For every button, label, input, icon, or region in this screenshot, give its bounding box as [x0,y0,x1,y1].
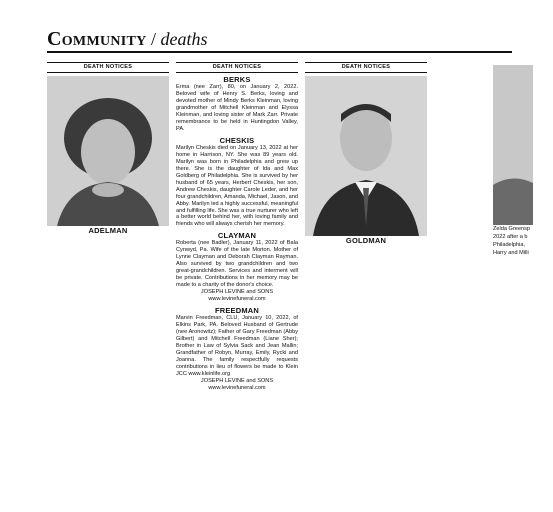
column-4 [493,62,533,512]
right-column-line: 2022 after a b [493,233,528,240]
right-column-line: Harry and Milli [493,249,529,256]
column-header: DEATH NOTICES [176,62,298,73]
column-2 [176,62,298,512]
section-title [47,29,208,49]
clayman-funeral-home: JOSEPH LEVINE and SONS [200,289,274,296]
column-3 [305,62,485,512]
freedman-website[interactable]: www.levinefuneral.com [208,384,266,391]
clayman-website[interactable]: www.levinefuneral.com [208,296,266,303]
right-column-text [493,226,553,257]
goldman-photo [305,76,427,236]
berks-text: Erma (nee Zarr), 80, on January 2, 2022. Beloved wife of Henry S. Berks, loving and devoted mother of Mindy Berks Kleinman, loving grandmother of Mitchell Kleinman and Elyssa Kleinman, and loving sister of Mark Zarr. Private remembrance to be held in Huntingdon Valley, PA. [176,83,298,132]
greenspan-photo [493,65,533,225]
section-name: Community [47,28,147,50]
column-header: DEATH NOTICES [305,62,427,73]
right-column-line: Zelda Greensp [493,226,531,232]
column-1 [47,62,169,512]
freedman-funeral-home: JOSEPH LEVINE and SONS [200,377,274,384]
column-header: DEATH NOTICES [47,62,169,73]
section-separator: / [151,29,157,49]
section-subtitle: deaths [160,29,208,49]
berks-name: BERKS [223,75,251,84]
clayman-text: Roberta (nee Badler), January 11, 2022 of Bala Cynwyd, Pa. Wife of the late Morton. Mother of Lynne Clayman and Deborah Clayman Rayman. Also survived by two grandchildren and two great-grandchildren. Services and interment will be private. Contributions in her memory may be made to a charity of the donor's choice. [176,240,298,289]
right-column-line: Philadelphia, [493,241,526,248]
freedman-name: FREEDMAN [214,306,260,316]
freedman-text: Marvin Freedman, CLU, January 10, 2022, of Elkins Park, PA. Beloved Husband of Gertrude (nee Aronowitz); Father of Gary Freedman (Abby Gilbert) and Mitchell Freedman (Liane Sher); Brother in Law of Sylvia Sack and Jean Mallin; Grandfather of Robyn, Murray, Emily, Rycki and Joanna. The family respectfully requests contributions in lieu of flowers be made to Klein JCC www.kleinlife.org [176,315,298,377]
adelman-photo [47,76,169,226]
adelman-name: ADELMAN [88,226,128,235]
title-rule [47,51,512,53]
goldman-name: GOLDMAN [345,236,387,245]
clayman-name: CLAYMAN [217,231,257,241]
cheskis-text: Marilyn Cheskis died on January 13, 2022 at her home in Harrison, NY. She was 89 years old. Marilyn was born in Philadelphia and grew up there. She is the daughter of Ida and Max Goldberg of Philadelphia. She is survived by her husband of 65 years, Herbert Cheskis, her son, Andrew Cheskis, daughter Carole Leder, and her four grandchildren, Amanda, Michael, Jason, and Abby. Marilyn led a highly successful, meaningful and fulfilling life. She was a true nurturer who left a better world behind her, with loving family and friends who will always cherish her memory. [176,144,298,228]
cheskis-name: CHESKIS [219,135,255,145]
